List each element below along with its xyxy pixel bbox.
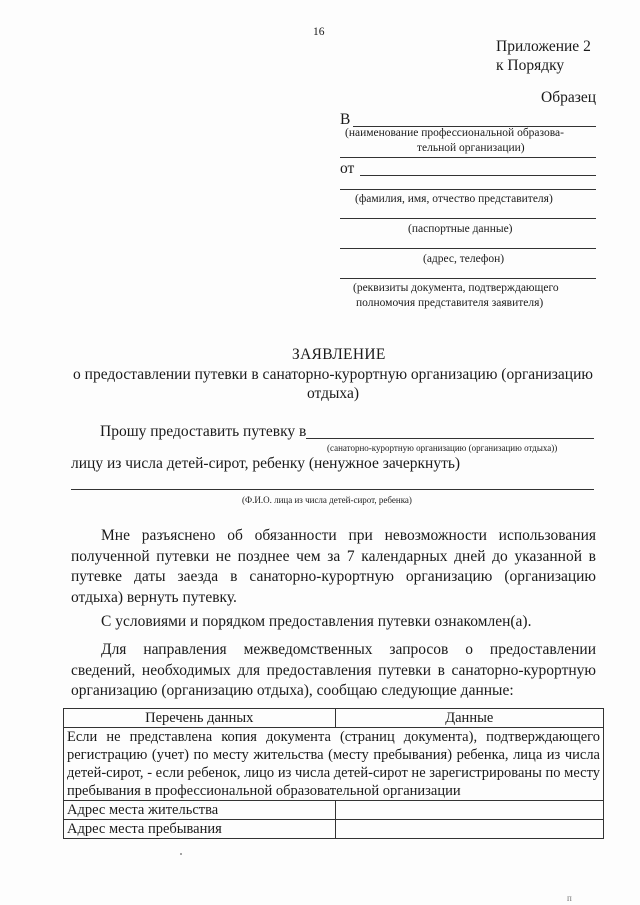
recipient-text: лицу из числа детей-сирот, ребенку (ненужное зачеркнуть)	[71, 455, 461, 472]
fio-caption: (Ф.И.О. лица из числа детей-сирот, ребенка)	[242, 495, 412, 505]
name-caption: (фамилия, имя, отчество представителя)	[355, 193, 553, 205]
residence-address-field[interactable]	[335, 801, 603, 820]
conditions-paragraph: С условиями и порядком предоставления путевки ознакомлен(а).	[101, 613, 532, 630]
table-header-row	[64, 709, 604, 728]
registration-note-text: Если не представлена копия документа (страниц документа), подтверждающего регистрацию (учет) по месту жительства (месту пребывания) ребенка, лица из числа детей-сирот, - если ребенок, лицо из числа детей-сирот не зарегистрированы по месту пребывания в профессиональной образовательной организации	[67, 729, 600, 799]
footer-mark: п	[567, 893, 572, 903]
table-label-cell	[64, 728, 604, 801]
page-number: 16	[313, 26, 325, 38]
data-table	[63, 708, 604, 839]
org-fill-line[interactable]	[340, 157, 596, 158]
appendix-line-2: к Порядку	[496, 57, 565, 74]
fio-fill-line[interactable]	[71, 489, 594, 490]
request-org-fill-line[interactable]	[306, 438, 594, 439]
to-prefix: В	[340, 111, 351, 128]
table-row	[64, 820, 604, 839]
from-prefix: от	[340, 160, 355, 177]
table-header-cell: Перечень данных	[64, 709, 336, 728]
passport-fill-line[interactable]	[340, 218, 596, 219]
obligation-paragraph	[71, 526, 596, 608]
address-fill-line[interactable]	[340, 248, 596, 249]
document-subtitle-line-2: отдыха)	[306, 385, 359, 402]
document-title: ЗАЯВЛЕНИЕ	[292, 346, 386, 363]
appendix-line-1: Приложение 2	[496, 38, 591, 55]
address-caption: (адрес, телефон)	[423, 253, 505, 265]
org-caption-line-1: (наименование профессиональной образова-	[345, 127, 564, 139]
table-label-cell: Адрес места жительства	[64, 801, 336, 820]
table-row	[64, 728, 604, 801]
scan-speck	[180, 853, 182, 855]
stay-address-field[interactable]	[335, 820, 603, 839]
table-label-cell: Адрес места пребывания	[64, 820, 336, 839]
obligation-text: Мне разъяснено об обязанности при невозможности использования полученной путевки не позднее чем за 7 календарных дней до указанной в путевке даты заезда в санаторно-курортную организацию (организацию отдыха) вернуть путевку.	[71, 527, 596, 606]
name-fill-line[interactable]	[340, 189, 596, 190]
interagency-paragraph	[71, 640, 596, 702]
org-caption-line-2: тельной организации)	[417, 142, 525, 154]
authority-caption-line-1: (реквизиты документа, подтверждающего	[353, 282, 559, 294]
request-org-caption: (санаторно-курортную организацию (организацию отдыха))	[327, 443, 558, 453]
passport-caption: (паспортные данные)	[408, 223, 513, 235]
table-header-cell: Данные	[335, 709, 603, 728]
authority-caption-line-2: полномочия представителя заявителя)	[356, 297, 544, 309]
interagency-text: Для направления межведомственных запросов о предоставлении сведений, необходимых для предоставления путевки в санаторно-курортную организацию (организацию отдыха), сообщаю следующие данные:	[71, 641, 596, 699]
sample-label: Образец	[541, 89, 597, 106]
document-subtitle-line-1: о предоставлении путевки в санаторно-курортную организацию (организацию	[73, 366, 593, 383]
request-text: Прошу предоставить путевку в	[100, 423, 307, 440]
from-fill-line[interactable]	[360, 175, 596, 176]
authority-fill-line[interactable]	[340, 278, 596, 279]
table-row	[64, 801, 604, 820]
